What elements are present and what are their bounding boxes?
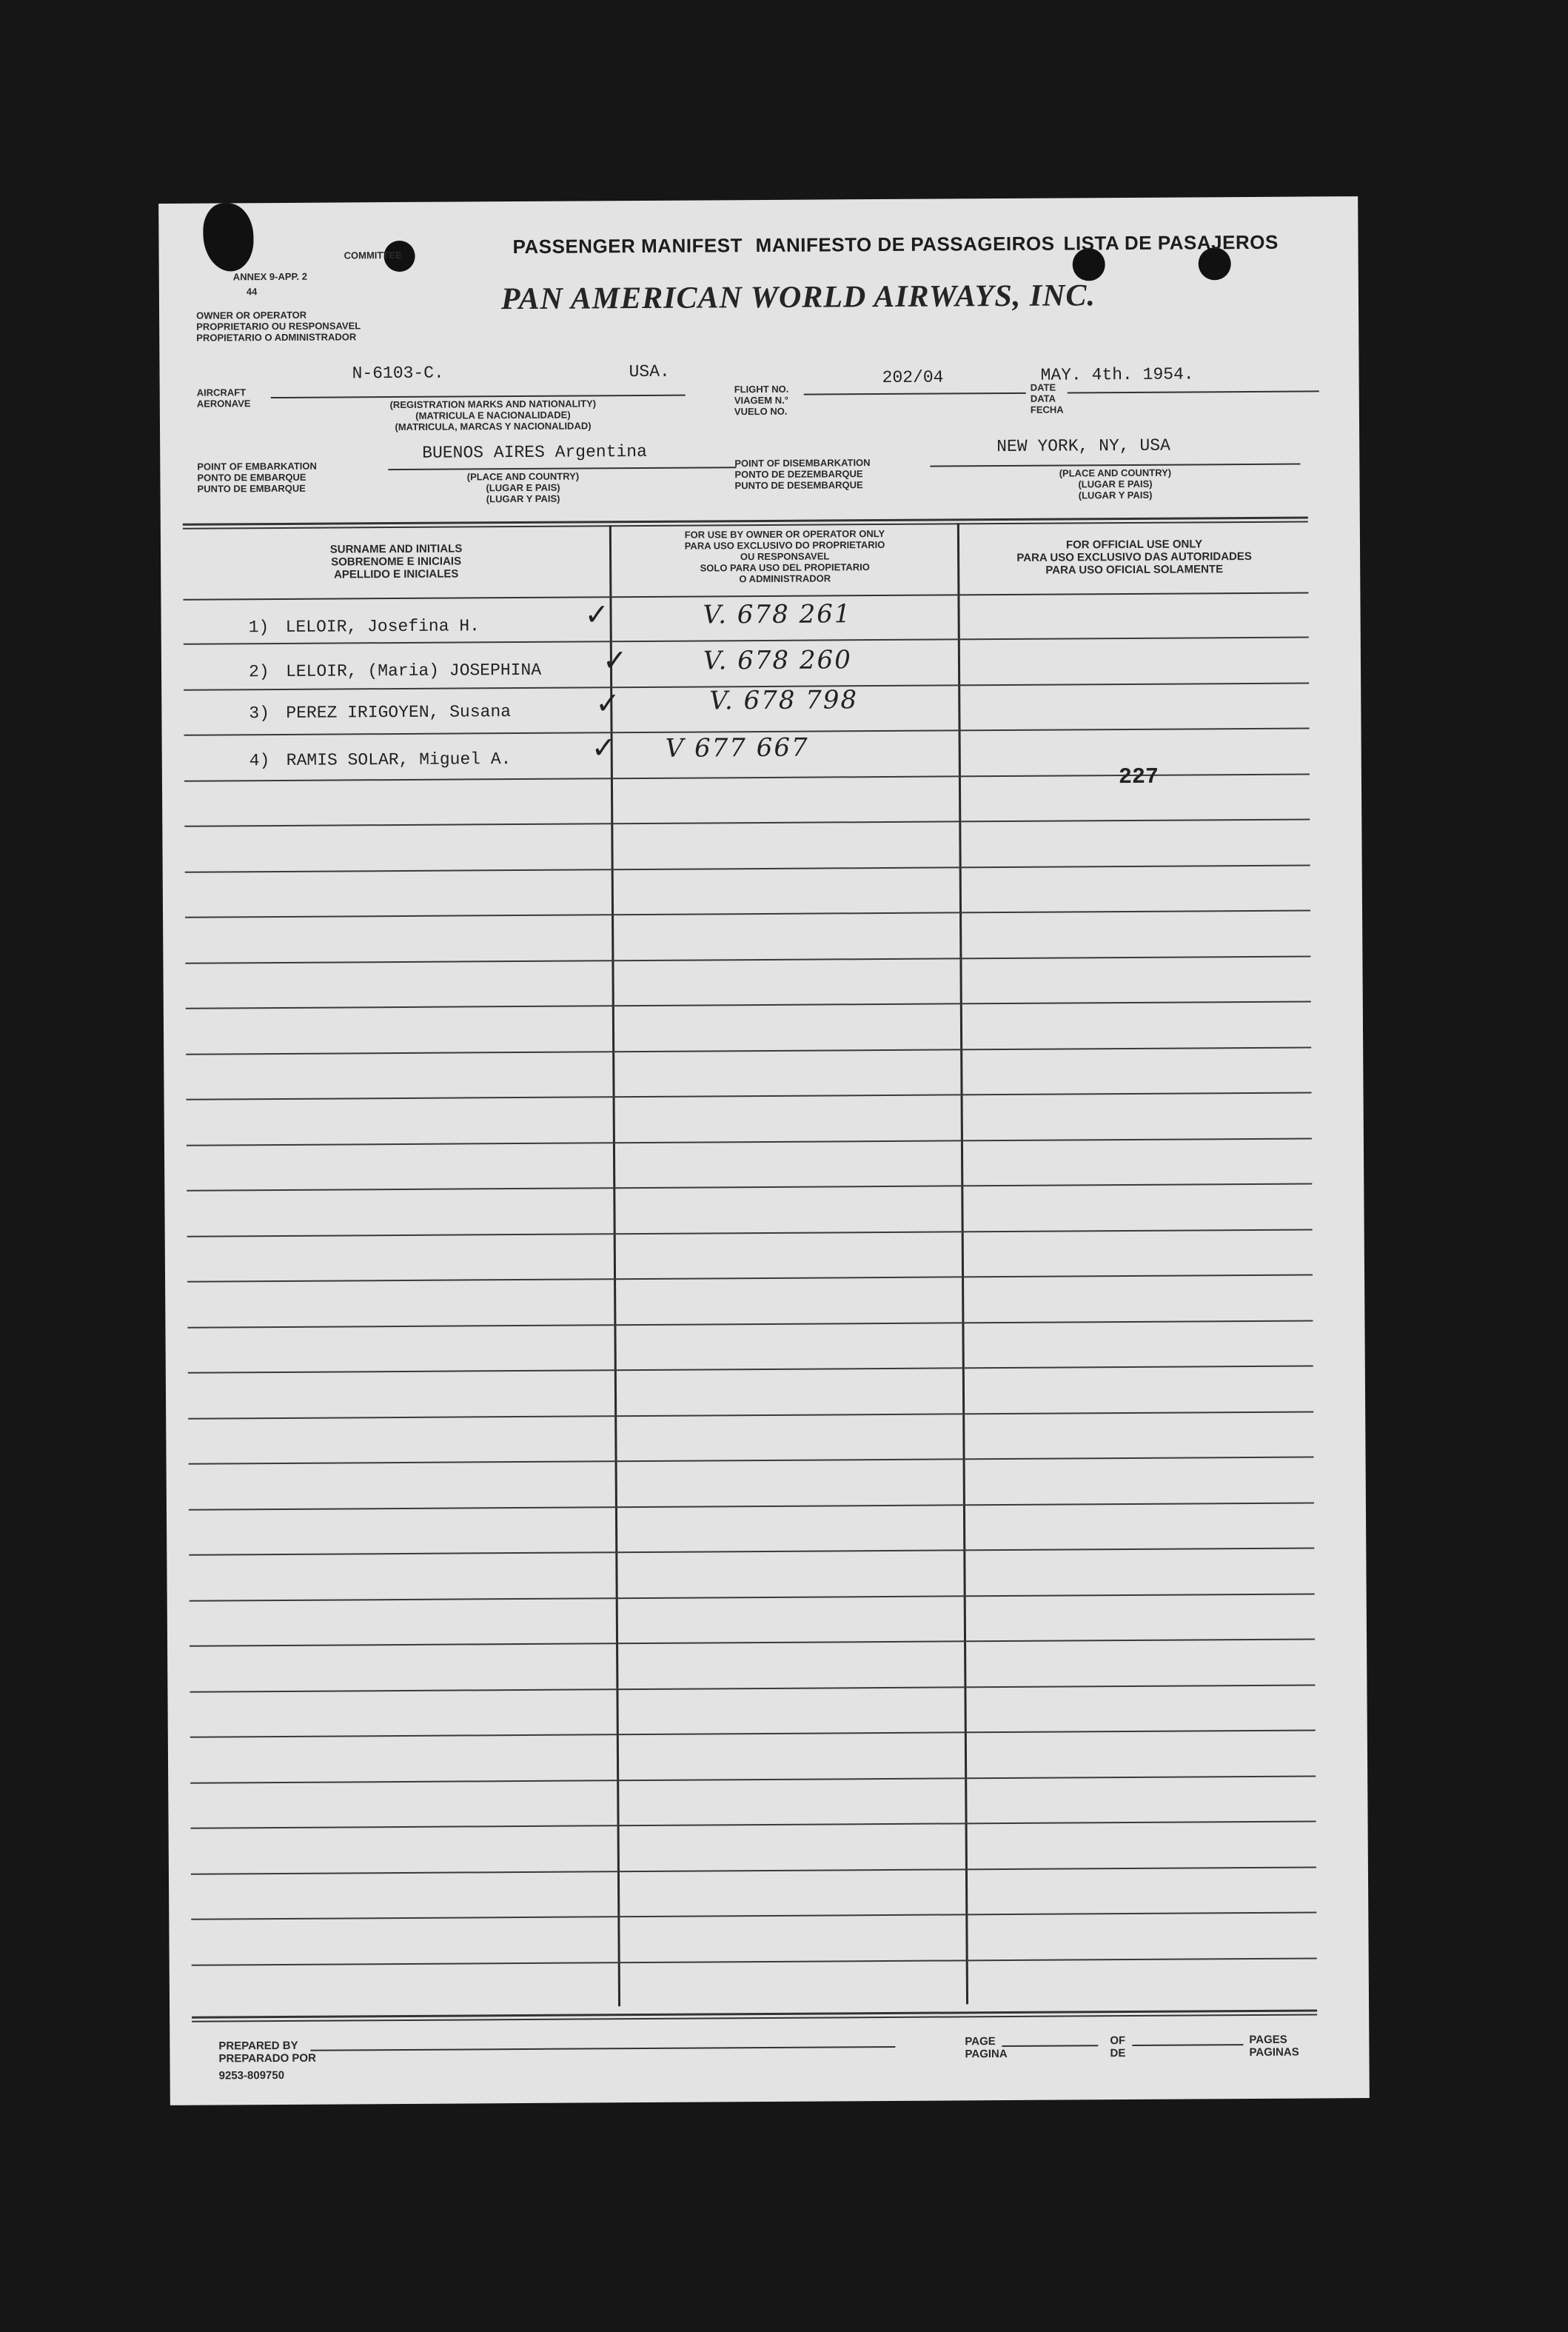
disembarkation-sublabel: (PLACE AND COUNTRY) (LUGAR E PAIS) (LUGAR Y PAIS) (1059, 467, 1172, 501)
passenger-code: V. 678 261 (703, 599, 852, 630)
official-note: 227 (1118, 764, 1159, 791)
prepared-by-underline (310, 2046, 895, 2051)
committee-label: COMMITTEE (344, 249, 402, 261)
ruled-line (190, 1729, 1316, 1737)
aircraft-label: AIRCRAFT AERONAVE (196, 387, 251, 410)
aircraft-sublabel: (REGISTRATION MARKS AND NATIONALITY) (MATRICULA E NACIONALIDADE) (MATRICULA, MARCAS Y NACIONALIDAD) (389, 398, 597, 433)
ruled-line (190, 1775, 1316, 1783)
owner-label: OWNER OR OPERATOR PROPRIETARIO OU RESPONSAVEL PROPIETARIO O ADMINISTRADOR (196, 309, 361, 344)
flight-label: FLIGHT NO. VIAGEM N.° VUELO NO. (734, 383, 789, 418)
ruled-line (187, 1137, 1312, 1146)
embarkation-underline (388, 467, 736, 470)
passenger-name: LELOIR, (Maria) JOSEPHINA (285, 660, 542, 681)
title-portuguese: MANIFESTO DE PASSAGEIROS (755, 232, 1055, 257)
ruled-line (190, 1593, 1315, 1601)
passenger-code: V. 678 798 (709, 685, 859, 716)
ruled-line (191, 1866, 1316, 1874)
ruled-rows (158, 196, 1358, 204)
ruled-line (188, 1365, 1313, 1373)
title-english: PASSENGER MANIFEST (512, 234, 743, 258)
ruled-line (190, 1684, 1315, 1692)
aircraft-registration: N-6103-C. (352, 363, 444, 384)
flight-number: 202/04 (882, 367, 944, 388)
ruled-line (192, 1957, 1317, 1965)
passenger-number: 1) (248, 618, 269, 638)
column-header-official: FOR OFFICIAL USE ONLY PARA USO EXCLUSIVO DAS AUTORIDADES PARA USO OFICIAL SOLAMENTE (1016, 538, 1252, 577)
passenger-number: 2) (248, 662, 269, 682)
airline-name: PAN AMERICAN WORLD AIRWAYS, INC. (500, 278, 1096, 317)
ruled-line (190, 1638, 1315, 1646)
ink-blot (203, 203, 254, 271)
disembarkation-underline (930, 464, 1300, 467)
of-label: OF DE (1110, 2034, 1126, 2060)
passenger-number: 4) (249, 751, 270, 771)
disembarkation-value: NEW YORK, NY, USA (996, 435, 1170, 457)
prepared-by-label: PREPARED BY PREPARADO POR (218, 2039, 316, 2065)
checkmark-icon: ✓ (602, 644, 628, 678)
ruled-line (187, 1183, 1312, 1191)
page-label: PAGE PAGINA (965, 2035, 1008, 2061)
ruled-line (189, 1502, 1314, 1510)
ruled-line (187, 1274, 1313, 1282)
ruled-line (189, 1547, 1314, 1555)
title-spanish: LISTA DE PASAJEROS (1063, 230, 1279, 255)
checkmark-icon: ✓ (591, 731, 617, 766)
form-number: 9253-809750 (218, 2068, 285, 2082)
passenger-name: PEREZ IRIGOYEN, Susana (286, 702, 512, 723)
date-label: DATE DATA FECHA (1030, 381, 1064, 415)
ruled-line (191, 1820, 1316, 1828)
embarkation-sublabel: (PLACE AND COUNTRY) (LUGAR E PAIS) (LUGAR Y PAIS) (466, 470, 580, 505)
embarkation-label: POINT OF EMBARKATION PONTO DE EMBARQUE PUNTO DE EMBARQUE (197, 460, 317, 495)
column-header-operator: FOR USE BY OWNER OR OPERATOR ONLY PARA USO EXCLUSIVO DO PROPRIETARIO OU RESPONSAVEL SOLO PARA USO DEL PROPIETARIO O ADMINISTRADOR (684, 527, 885, 585)
date-underline (1068, 390, 1319, 393)
ruled-line (188, 1411, 1313, 1419)
manifest-page (158, 196, 1370, 2105)
form-page-code: 44 (246, 286, 258, 298)
pages-label: PAGES PAGINAS (1249, 2033, 1299, 2059)
header-bottom-rule (183, 592, 1308, 600)
embarkation-value: BUENOS AIRES Argentina (422, 441, 647, 463)
ruled-line (187, 1320, 1313, 1328)
ruled-line (187, 1092, 1312, 1100)
annex-label: ANNEX 9-APP. 2 (232, 270, 308, 283)
passenger-name: LELOIR, Josefina H. (285, 616, 480, 637)
aircraft-nationality: USA. (629, 361, 670, 382)
passenger-number: 3) (249, 704, 270, 724)
ruled-line (185, 909, 1310, 918)
ruled-line (186, 1046, 1311, 1055)
ruled-line (189, 1456, 1314, 1464)
of-underline (1132, 2044, 1243, 2046)
ruled-line (191, 1911, 1316, 1920)
ruled-line (184, 636, 1309, 644)
flight-underline (804, 392, 1026, 395)
ruled-line (185, 955, 1310, 963)
checkmark-icon: ✓ (584, 598, 610, 632)
passenger-code: V 677 667 (665, 732, 809, 764)
checkmark-icon: ✓ (595, 686, 620, 721)
passenger-name: RAMIS SOLAR, Miguel A. (286, 749, 512, 770)
flight-date: MAY. 4th. 1954. (1040, 364, 1194, 385)
ruled-line (185, 864, 1310, 872)
disembarkation-label: POINT OF DISEMBARKATION PONTO DE DEZEMBARQUE PUNTO DE DESEMBARQUE (734, 457, 871, 492)
page-underline (1002, 2045, 1098, 2047)
passenger-code: V. 678 260 (703, 645, 852, 676)
ruled-line (186, 1000, 1311, 1009)
ruled-line (184, 818, 1310, 826)
ruled-line (187, 1229, 1313, 1237)
column-divider-2 (957, 523, 968, 2004)
column-header-names: SURNAME AND INITIALS SOBRENOME E INICIAIS APELLIDO E INICIALES (329, 542, 463, 581)
